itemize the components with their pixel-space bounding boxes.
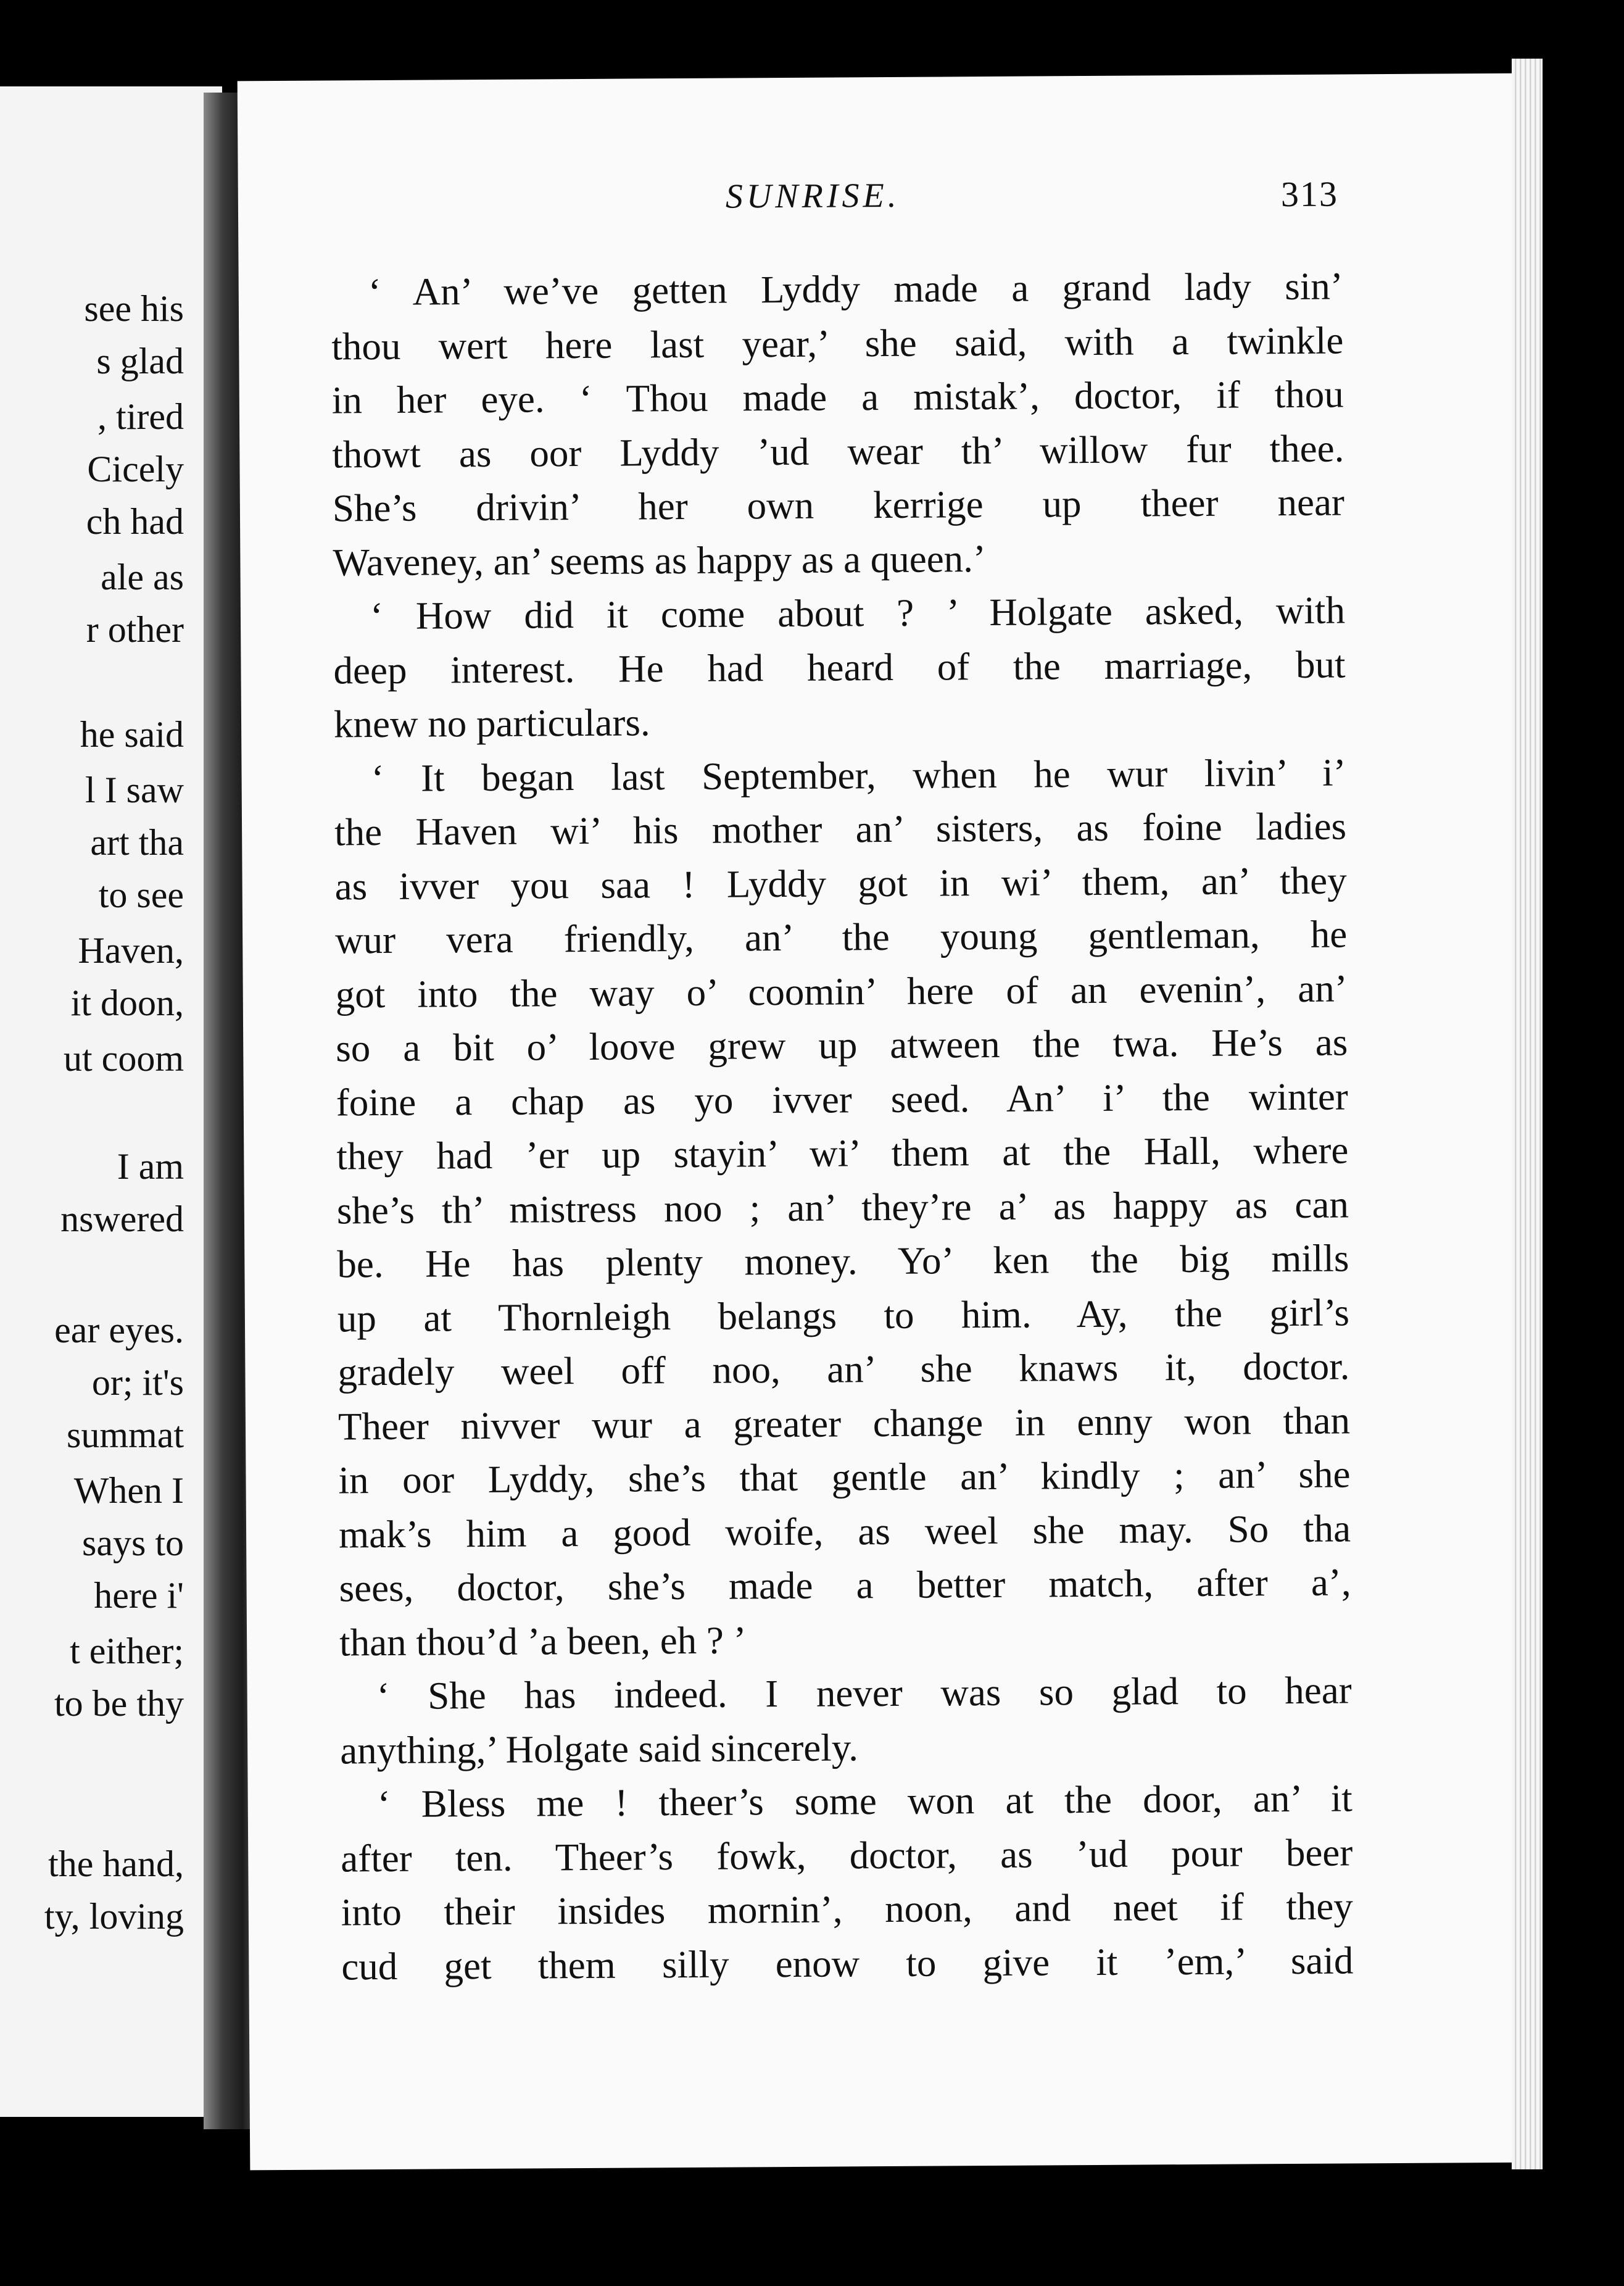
text-line: in oor Lyddy, she’s that gentle an’ kindly ; an’ she — [338, 1452, 1351, 1502]
text-line: ‘ An’ we’ve getten Lyddy made a grand lady sin’ — [368, 264, 1343, 314]
left-page-text-fragment: ale as — [101, 557, 184, 597]
text-line: ‘ She has indeed. I never was so glad to hear — [376, 1668, 1352, 1718]
text-line: ‘ It began last September, when he wur livin’ i’ — [371, 750, 1346, 800]
left-page-text-fragment: summat — [67, 1415, 184, 1455]
text-line: anything,’ Holgate said sincerely. — [339, 1725, 859, 1772]
left-page-text-fragment: r other — [86, 609, 184, 650]
left-page-text-fragment: ch had — [86, 501, 184, 542]
text-line: Theer nivver wur a greater change in enny won than — [338, 1398, 1351, 1448]
text-line: into their insides mornin’, noon, and neet if they — [341, 1884, 1353, 1934]
left-page-text-fragment: ut coom — [64, 1038, 184, 1079]
text-line: the Haven wi’ his mother an’ sisters, as foine ladies — [334, 804, 1347, 854]
text-line: thou wert here last year,’ she said, with a twinkle — [331, 318, 1344, 368]
left-page-text-fragment: ear eyes. — [54, 1310, 184, 1350]
text-line: knew no particulars. — [333, 700, 650, 746]
left-page-text-fragment: says to — [82, 1523, 184, 1563]
body-text — [331, 259, 1354, 1993]
left-page-text-fragment: the hand, — [48, 1843, 184, 1884]
text-line: as ivver you saa ! Lyddy got in wi’ them, an’ they — [334, 858, 1347, 908]
left-page-text-fragment: it doon, — [70, 983, 184, 1023]
running-head: SUNRISE. — [725, 176, 900, 216]
left-page-text-fragment: ty, loving — [44, 1896, 184, 1937]
text-line: ‘ How did it come about ? ’ Holgate asked, with — [370, 588, 1346, 638]
text-line: thowt as oor Lyddy ’ud wear th’ willow fur thee. — [332, 426, 1344, 476]
text-line: wur vera friendly, an’ the young gentleman, he — [334, 912, 1348, 962]
left-page-text-fragment: t either; — [70, 1631, 184, 1671]
right-page — [238, 73, 1540, 2171]
left-page-text-fragment: Cicely — [87, 449, 184, 489]
text-line: foine a chap as yo ivver seed. An’ i’ the winter — [336, 1074, 1348, 1124]
text-line: mak’s him a good woife, as weel she may. So tha — [338, 1506, 1351, 1556]
page-number: 313 — [1280, 173, 1339, 215]
text-line: so a bit o’ loove grew up atween the twa. He’s as — [336, 1020, 1348, 1070]
text-line: deep interest. He had heard of the marriage, but — [333, 642, 1346, 692]
text-line: Waveney, an’ seems as happy as a queen.’ — [333, 536, 987, 584]
left-page-text-fragment: When I — [73, 1470, 184, 1511]
text-line: cud get them silly enow to give it ’em,’ said — [341, 1938, 1354, 1988]
left-page-text-fragment: he said — [80, 714, 184, 755]
left-page-text-fragment: I am — [117, 1146, 184, 1187]
left-page-text-fragment: s glad — [96, 341, 184, 381]
page-edge — [1512, 59, 1543, 2169]
left-page-text-fragment: here i' — [94, 1575, 184, 1616]
text-line: She’s drivin’ her own kerrige up theer near — [332, 480, 1345, 530]
left-page-text-fragment: see his — [84, 288, 184, 329]
left-page-text-fragment: to see — [98, 875, 184, 915]
left-page — [0, 86, 222, 2117]
text-line: got into the way o’ coomin’ here of an evenin’, an’ — [335, 966, 1348, 1016]
text-line: they had ’er up stayin’ wi’ them at the Hall, where — [336, 1128, 1349, 1178]
left-page-text-fragment: art tha — [90, 822, 184, 863]
text-line: she’s th’ mistress noo ; an’ they’re a’ as happy as can — [336, 1182, 1349, 1232]
left-page-text-fragment: , tired — [97, 396, 184, 437]
left-page-text-fragment: to be thy — [54, 1683, 184, 1724]
text-line: be. He has plenty money. Yo’ ken the big mills — [337, 1236, 1349, 1286]
left-page-text-fragment: nswered — [60, 1199, 184, 1239]
text-line: than thou’d ’a been, eh ? ’ — [339, 1618, 747, 1664]
text-line: ‘ Bless me ! theer’s some won at the door, an’ it — [377, 1776, 1353, 1826]
text-line: gradely weel off noo, an’ she knaws it, doctor. — [338, 1344, 1350, 1394]
text-line: in her eye. ‘ Thou made a mistak’, doctor, if thou — [331, 372, 1344, 422]
text-line: after ten. Theer’s fowk, doctor, as ’ud pour beer — [341, 1830, 1353, 1880]
text-line: sees, doctor, she’s made a better match, after a’, — [339, 1560, 1351, 1610]
left-page-text-fragment: l I saw — [85, 770, 184, 810]
text-line: up at Thornleigh belangs to him. Ay, the girl’s — [337, 1290, 1350, 1340]
left-page-text-fragment: or; it's — [91, 1362, 184, 1403]
left-page-text-fragment: Haven, — [78, 930, 184, 971]
